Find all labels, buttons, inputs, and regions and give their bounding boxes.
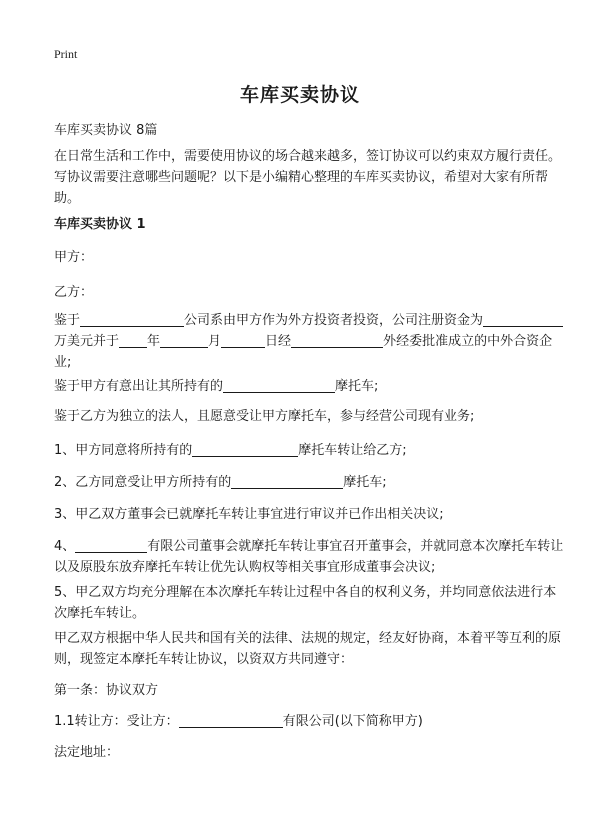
party-b-line: 乙方： xyxy=(54,285,94,300)
whereas-paragraph-3: 鉴于乙方为独立的法人，且愿意受让甲方摩托车，参与经营公司现有业务; xyxy=(54,409,475,424)
whereas1-text-4: 年 xyxy=(147,334,161,349)
item-3: 3、甲乙双方董事会已就摩托车转让事宜进行审议并已作出相关决议; xyxy=(54,507,444,522)
motorcycle-blank-3 xyxy=(231,473,343,489)
whereas1-text-3: 万美元并于 xyxy=(54,334,120,349)
item1-text-2: 摩托车转让给乙方; xyxy=(298,443,407,458)
whereas1-text-7: 外经委批准成立的中外合资企业; xyxy=(54,334,553,370)
item-2 xyxy=(54,472,564,493)
item2-text-1: 2、乙方同意受让甲方所持有的 xyxy=(54,475,232,490)
whereas1-text-1: 鉴于 xyxy=(54,313,81,328)
authority-blank xyxy=(291,332,383,348)
document-title: 车库买卖协议 xyxy=(239,84,360,106)
intro-paragraph: 在日常生活和工作中，需要使用协议的场合越来越多，签订协议可以约束双方履行责任。写协议需要注意哪些问题呢？以下是小编精心整理的车库买卖协议，希望对大家有所帮助。 xyxy=(54,149,562,206)
item2-text-2: 摩托车; xyxy=(343,475,387,490)
whereas1-text-5: 月 xyxy=(208,334,222,349)
agreement-paragraph: 甲乙双方根据中华人民共和国有关的法律、法规的规定，经友好协商，本着平等互利的原则，现签定本摩托车转让协议，以资双方共同遵守： xyxy=(54,631,562,667)
section-title: 车库买卖协议 1 xyxy=(54,217,146,232)
whereas1-text-2: 公司系由甲方作为外方投资者投资，公司注册资金为 xyxy=(184,313,484,328)
item-1 xyxy=(54,440,564,461)
company-name-blank xyxy=(80,311,184,327)
clause-1-1 xyxy=(54,711,564,732)
clause-1-1-text-1: 1.1转让方：受让方： xyxy=(54,714,179,729)
party-a-line: 甲方： xyxy=(54,250,94,265)
print-label[interactable]: Print xyxy=(54,47,78,61)
whereas-paragraph-1 xyxy=(54,310,564,373)
whereas2-text-1: 鉴于甲方有意出让其所持有的 xyxy=(54,379,224,394)
month-blank xyxy=(160,332,208,348)
motorcycle-blank-2 xyxy=(192,441,298,457)
item4-text-1: 4、 xyxy=(54,539,76,554)
article-1-heading: 第一条：协议双方 xyxy=(54,683,159,698)
item4-text-2: 有限公司董事会就摩托车转让事宜召开董事会，并就同意本次摩托车转让以及原股东放弃摩托车转让优先认购权等相关事宜形成董事会决议; xyxy=(54,539,564,575)
item-4 xyxy=(54,536,564,578)
motorcycle-blank-1 xyxy=(223,377,335,393)
whereas2-text-2: 摩托车; xyxy=(335,379,379,394)
clause-1-1-text-2: 有限公司(以下简称甲方) xyxy=(282,714,423,729)
item1-text-1: 1、甲方同意将所持有的 xyxy=(54,443,193,458)
transferee-blank xyxy=(179,712,283,728)
whereas1-text-6: 日经 xyxy=(265,334,292,349)
document-subtitle: 车库买卖协议 8篇 xyxy=(54,123,158,138)
day-blank xyxy=(221,332,265,348)
capital-amount-blank xyxy=(483,311,563,327)
whereas-paragraph-2 xyxy=(54,376,564,397)
year-blank xyxy=(119,332,147,348)
company-blank-2 xyxy=(75,537,147,553)
legal-address-line: 法定地址： xyxy=(54,745,120,760)
item-5: 5、甲乙双方均充分理解在本次摩托车转让过程中各自的权利义务，并均同意依法进行本次摩托车转让。 xyxy=(54,585,557,621)
